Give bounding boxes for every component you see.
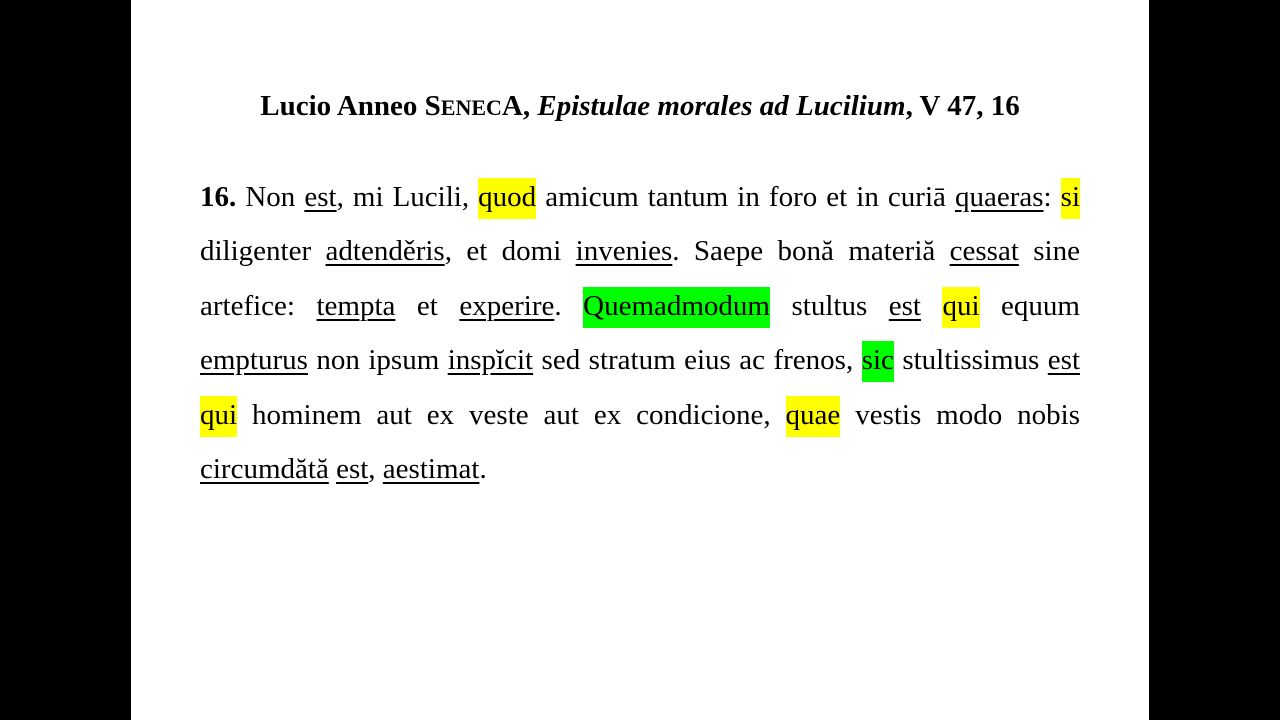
- text-run: Non: [236, 181, 305, 213]
- text-run: ,: [368, 453, 383, 486]
- text-run: sed stratum eius ac frenos,: [533, 344, 862, 377]
- text-run: amicum tantum in foro et in curiā: [536, 181, 955, 213]
- underlined-word: est: [336, 453, 369, 486]
- author-surname-smallcaps: ENEC: [440, 95, 502, 120]
- author-surname-initial: S: [424, 90, 441, 122]
- text-run: vestis modo nobis: [840, 398, 1080, 431]
- author-surname-final: A: [501, 90, 523, 122]
- text-run: .: [479, 453, 487, 486]
- text-run: non ipsum: [307, 344, 448, 377]
- underlined-word: cessat: [949, 235, 1019, 268]
- text-run: :: [1043, 181, 1061, 213]
- document-page: [131, 0, 1149, 720]
- highlight-yellow: quae: [786, 396, 841, 437]
- underlined-word: adtenděris: [325, 235, 445, 268]
- underlined-word: inspĭcit: [447, 344, 534, 377]
- highlight-yellow: qui: [200, 396, 237, 437]
- text-run: sine artefice:: [200, 235, 1080, 322]
- text-run: stultus: [769, 289, 889, 322]
- text-run: , et domi: [444, 235, 576, 268]
- underlined-word: est: [1047, 344, 1080, 377]
- highlight-yellow: qui: [942, 287, 979, 328]
- highlight-green: sic: [862, 341, 894, 382]
- underlined-word: empturus: [200, 344, 308, 377]
- document-title: [131, 84, 1149, 130]
- title-separator: ,: [522, 90, 538, 122]
- highlight-green: Quemadmodum: [583, 287, 770, 328]
- underlined-word: invenies: [575, 235, 673, 268]
- underlined-word: est: [888, 289, 921, 322]
- text-run: diligenter: [200, 235, 326, 268]
- author-name: Lucio Anneo: [260, 90, 425, 122]
- text-run: [329, 453, 336, 485]
- highlight-yellow: si: [1061, 178, 1080, 219]
- paragraph-number: 16.: [200, 181, 237, 213]
- latin-passage: [200, 170, 1080, 496]
- text-run: equum: [979, 289, 1080, 322]
- text-run: stultissimus: [893, 344, 1048, 377]
- underlined-word: tempta: [316, 289, 396, 322]
- underlined-word: circumdătă: [200, 453, 329, 486]
- work-title: Epistulae morales ad Lucilium: [537, 90, 906, 122]
- text-run: et: [395, 289, 460, 322]
- underlined-word: quaeras: [954, 181, 1044, 213]
- text-run: , mi Lucili,: [336, 181, 479, 213]
- work-reference: , V 47, 16: [905, 90, 1020, 122]
- highlight-yellow: quod: [478, 178, 536, 219]
- underlined-word: experire: [459, 289, 555, 322]
- text-run: hominem aut ex veste aut ex condicione,: [237, 398, 786, 431]
- text-run: . Saepe bonă materiă: [672, 235, 950, 268]
- underlined-word: aestimat: [382, 453, 480, 486]
- text-run: .: [554, 289, 584, 322]
- underlined-word: est: [304, 181, 337, 213]
- text-run: [921, 290, 943, 322]
